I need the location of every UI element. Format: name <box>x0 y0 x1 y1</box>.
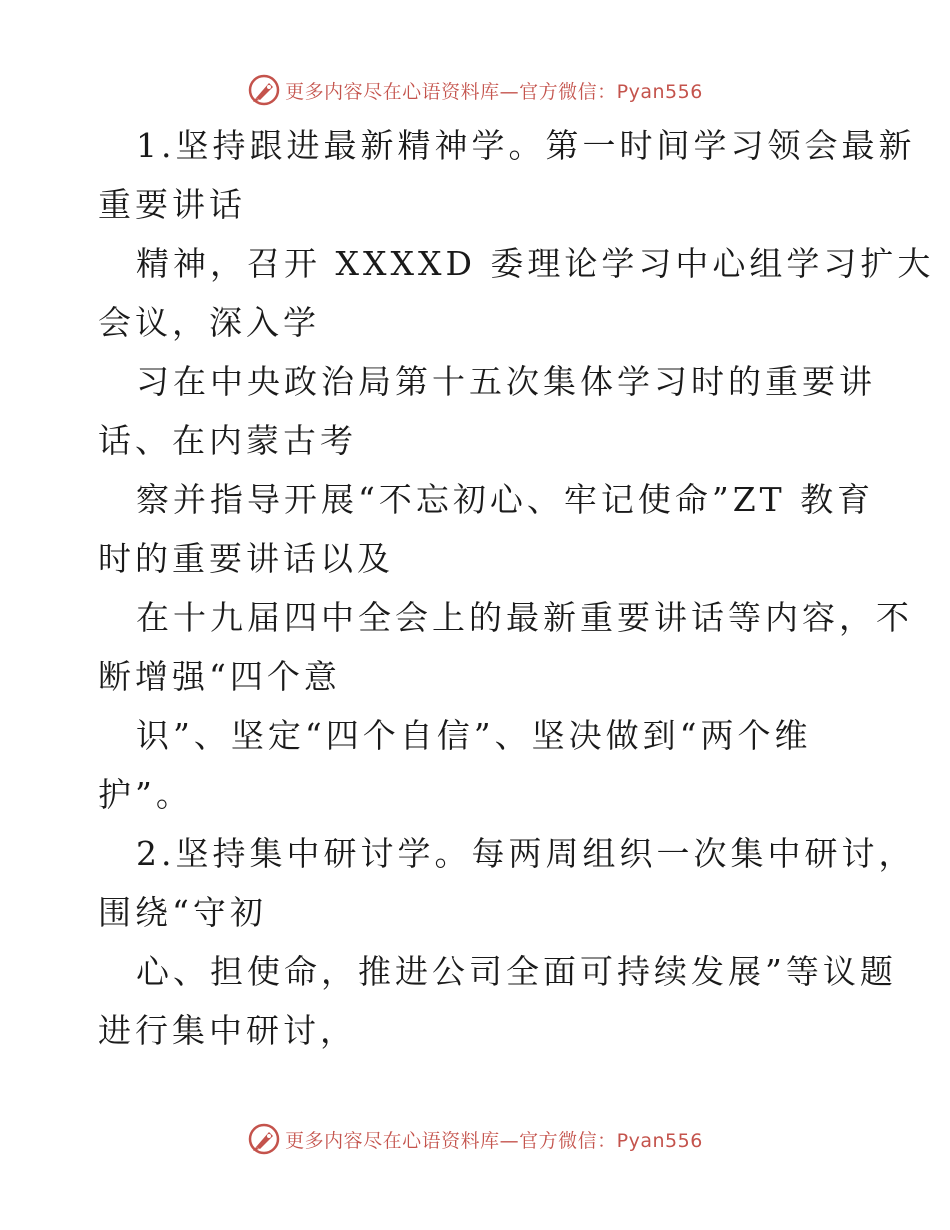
text-line: 习在中央政治局第十五次集体学习时的重要讲 <box>136 362 876 401</box>
footer-banner-text: 更多内容尽在心语资料库—官方微信：Pyan556 <box>285 1129 703 1152</box>
text-line: 围绕“守初 <box>98 893 267 932</box>
text-line: 2.坚持集中研讨学。每两周组织一次集中研讨， <box>136 834 916 873</box>
text-line: 断增强“四个意 <box>98 657 341 696</box>
text-line: 识”、坚定“四个自信”、坚决做到“两个维 <box>136 716 812 755</box>
text-line: 进行集中研讨， <box>98 1011 357 1050</box>
text-line: 察并指导开展“不忘初心、牢记使命”ZT 教育 <box>136 480 875 519</box>
text-line: 精神，召开 XXXXD 委理论学习中心组学习扩大 <box>136 244 935 283</box>
text-line: 重要讲话 <box>98 185 246 224</box>
text-line: 心、担使命，推进公司全面可持续发展”等议题 <box>136 952 897 991</box>
text-line: 在十九届四中全会上的最新重要讲话等内容，不 <box>136 598 913 637</box>
body-text <box>98 116 935 1060</box>
text-line: 话、在内蒙古考 <box>98 421 357 460</box>
text-line: 护”。 <box>98 775 193 814</box>
pen-nib-logo-icon <box>247 73 281 107</box>
text-line: 时的重要讲话以及 <box>98 539 394 578</box>
header-banner-text: 更多内容尽在心语资料库—官方微信：Pyan556 <box>285 80 703 103</box>
pen-nib-logo-icon <box>247 1122 281 1156</box>
footer-banner <box>0 1119 950 1159</box>
text-line: 会议，深入学 <box>98 303 320 342</box>
header-banner <box>0 70 950 110</box>
text-line: 1.坚持跟进最新精神学。第一时间学习领会最新 <box>136 126 916 165</box>
